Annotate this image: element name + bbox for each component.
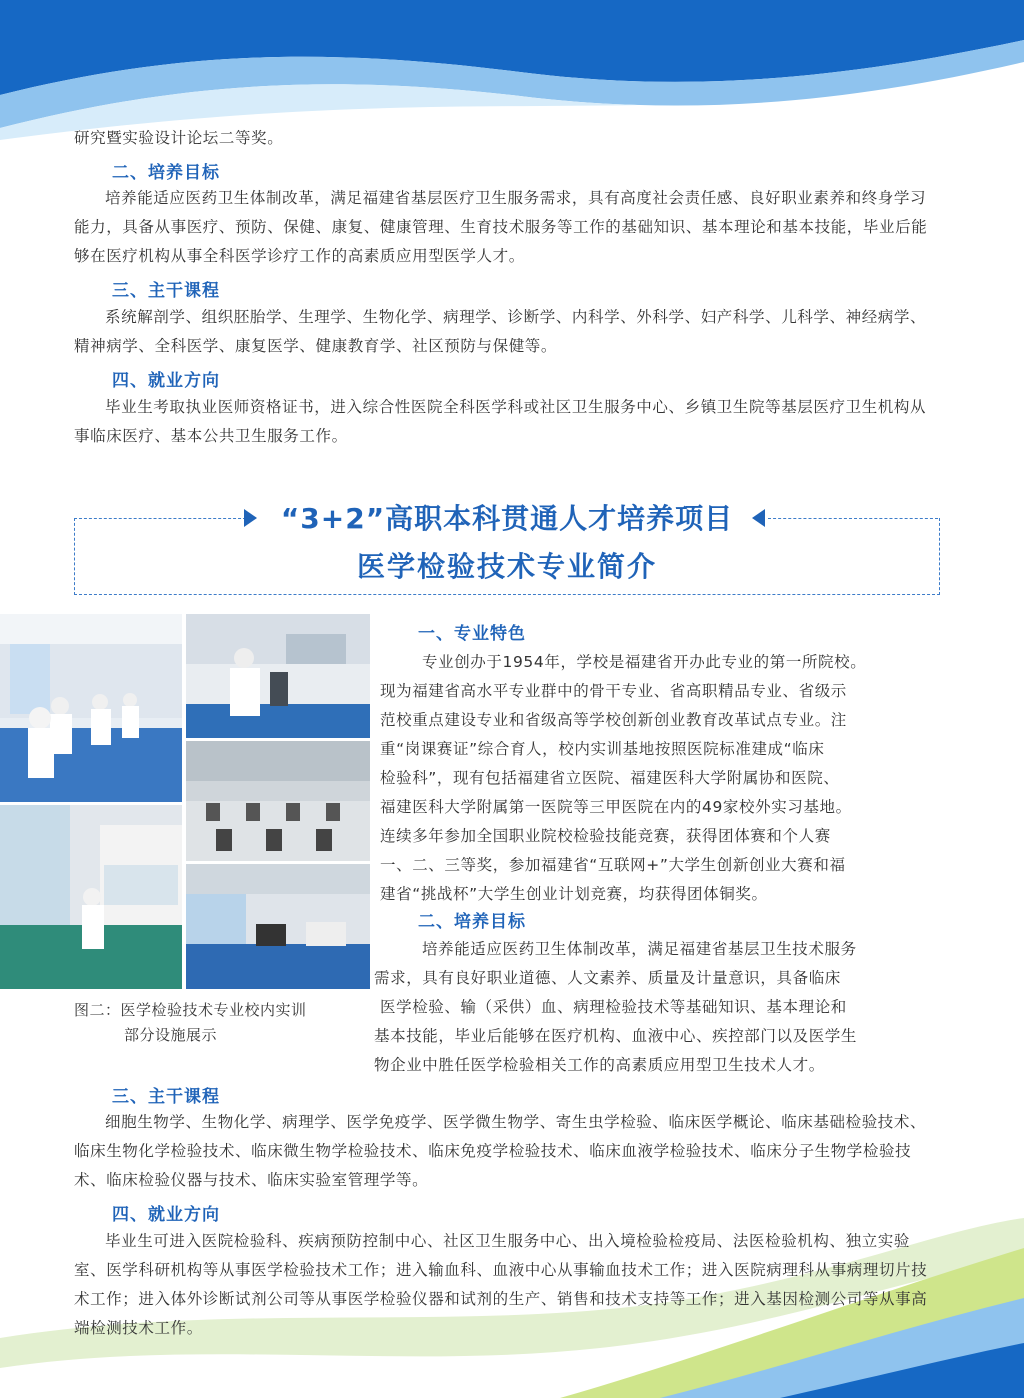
goals-line: 培养能适应医药卫生体制改革，满足福建省基层卫生技术服务 <box>422 940 857 958</box>
feature-line: 重“岗课赛证”综合育人，校内实训基地按照医院标准建成“临床 <box>380 740 825 758</box>
goals-line: 需求，具有良好职业道德、人文素养、质量及计量意识，具备临床 <box>374 969 841 987</box>
continuation-text: 研究暨实验设计论坛二等奖。 <box>74 129 284 147</box>
lab-photo-3 <box>186 741 370 861</box>
courses-heading-top: 三、主干课程 <box>112 281 220 301</box>
goals-line: 基本技能，毕业后能够在医疗机构、血液中心、疾控部门以及医学生 <box>374 1027 858 1045</box>
lab-photo-5 <box>186 864 370 989</box>
career-text-lab: 毕业生可进入医院检验科、疾病预防控制中心、社区卫生服务中心、出入境检验检疫局、法医检验机构、独立实验室、医学科研机构等从事医学检验技术工作；进入输血科、血液中心从事输血技术工作；进入医院病理科从事病理切片技术工作；进入体外诊断试剂公司等从事医学检验仪器和试剂的生产、销售和技术支持等工作；进入基因检测公司等从事高端检测技术工作。 <box>74 1232 928 1337</box>
feature-heading: 一、专业特色 <box>418 624 526 644</box>
feature-line: 建省“挑战杯”大学生创业计划竞赛，均获得团体铜奖。 <box>380 885 768 903</box>
courses-heading-lab: 三、主干课程 <box>112 1087 220 1107</box>
feature-line: 福建医科大学附属第一医院等三甲医院在内的49家校外实习基地。 <box>380 798 852 816</box>
feature-line: 专业创办于1954年，学校是福建省开办此专业的第一所院校。 <box>422 653 867 671</box>
photo-caption-line2: 部分设施展示 <box>124 1026 218 1044</box>
goals-heading-top: 二、培养目标 <box>112 163 220 183</box>
goals-heading-lab: 二、培养目标 <box>418 912 526 932</box>
feature-line: 现为福建省高水平专业群中的骨干专业、省高职精品专业、省级示 <box>380 682 847 700</box>
goals-text-top: 培养能适应医药卫生体制改革，满足福建省基层医疗卫生服务需求，具有高度社会责任感、良好职业素养和终身学习能力，具备从事医疗、预防、保健、康复、健康管理、生育技术服务等工作的基础知识、基本理论和基本技能，毕业后能够在医疗机构从事全科医学诊疗工作的高素质应用型医学人才。 <box>74 189 928 265</box>
section-title-line2: 医学检验技术专业简介 <box>356 550 657 583</box>
lab-photo-1 <box>0 614 182 802</box>
career-heading-top: 四、就业方向 <box>112 371 220 391</box>
career-text-top: 毕业生考取执业医师资格证书，进入综合性医院全科医学科或社区卫生服务中心、乡镇卫生院等基层医疗卫生机构从事临床医疗、基本公共卫生服务工作。 <box>74 398 927 445</box>
feature-line: 检验科”，现有包括福建省立医院、福建医科大学附属协和医院、 <box>380 769 840 787</box>
feature-line: 连续多年参加全国职业院校检验技能竞赛，获得团体赛和个人赛 <box>380 827 831 845</box>
lab-photo-4 <box>0 805 182 989</box>
arrow-left-icon <box>752 509 765 527</box>
career-heading-lab: 四、就业方向 <box>112 1205 220 1225</box>
section-title-line1: “3+2”高职本科贯通人才培养项目 <box>280 502 734 535</box>
feature-line: 一、二、三等奖，参加福建省“互联网+”大学生创新创业大赛和福 <box>380 856 846 874</box>
arrow-right-icon <box>244 509 257 527</box>
courses-text-lab: 细胞生物学、生物化学、病理学、医学免疫学、医学微生物学、寄生虫学检验、临床医学概论、临床基础检验技术、临床生物化学检验技术、临床微生物学检验技术、临床免疫学检验技术、临床血液学检验技术、临床分子生物学检验技术、临床检验仪器与技术、临床实验室管理学等。 <box>74 1113 927 1189</box>
goals-line: 医学检验、输（采供）血、病理检验技术等基础知识、基本理论和 <box>380 998 847 1016</box>
goals-line: 物企业中胜任医学检验相关工作的高素质应用型卫生技术人才。 <box>374 1056 825 1074</box>
courses-text-top: 系统解剖学、组织胚胎学、生理学、生物化学、病理学、诊断学、内科学、外科学、妇产科学、儿科学、神经病学、精神病学、全科医学、康复医学、健康教育学、社区预防与保健等。 <box>74 308 927 355</box>
feature-line: 范校重点建设专业和省级高等学校创新创业教育改革试点专业。注 <box>380 711 847 729</box>
lab-photo-2 <box>186 614 370 738</box>
photo-caption-line1: 图二：医学检验技术专业校内实训 <box>74 1001 307 1019</box>
